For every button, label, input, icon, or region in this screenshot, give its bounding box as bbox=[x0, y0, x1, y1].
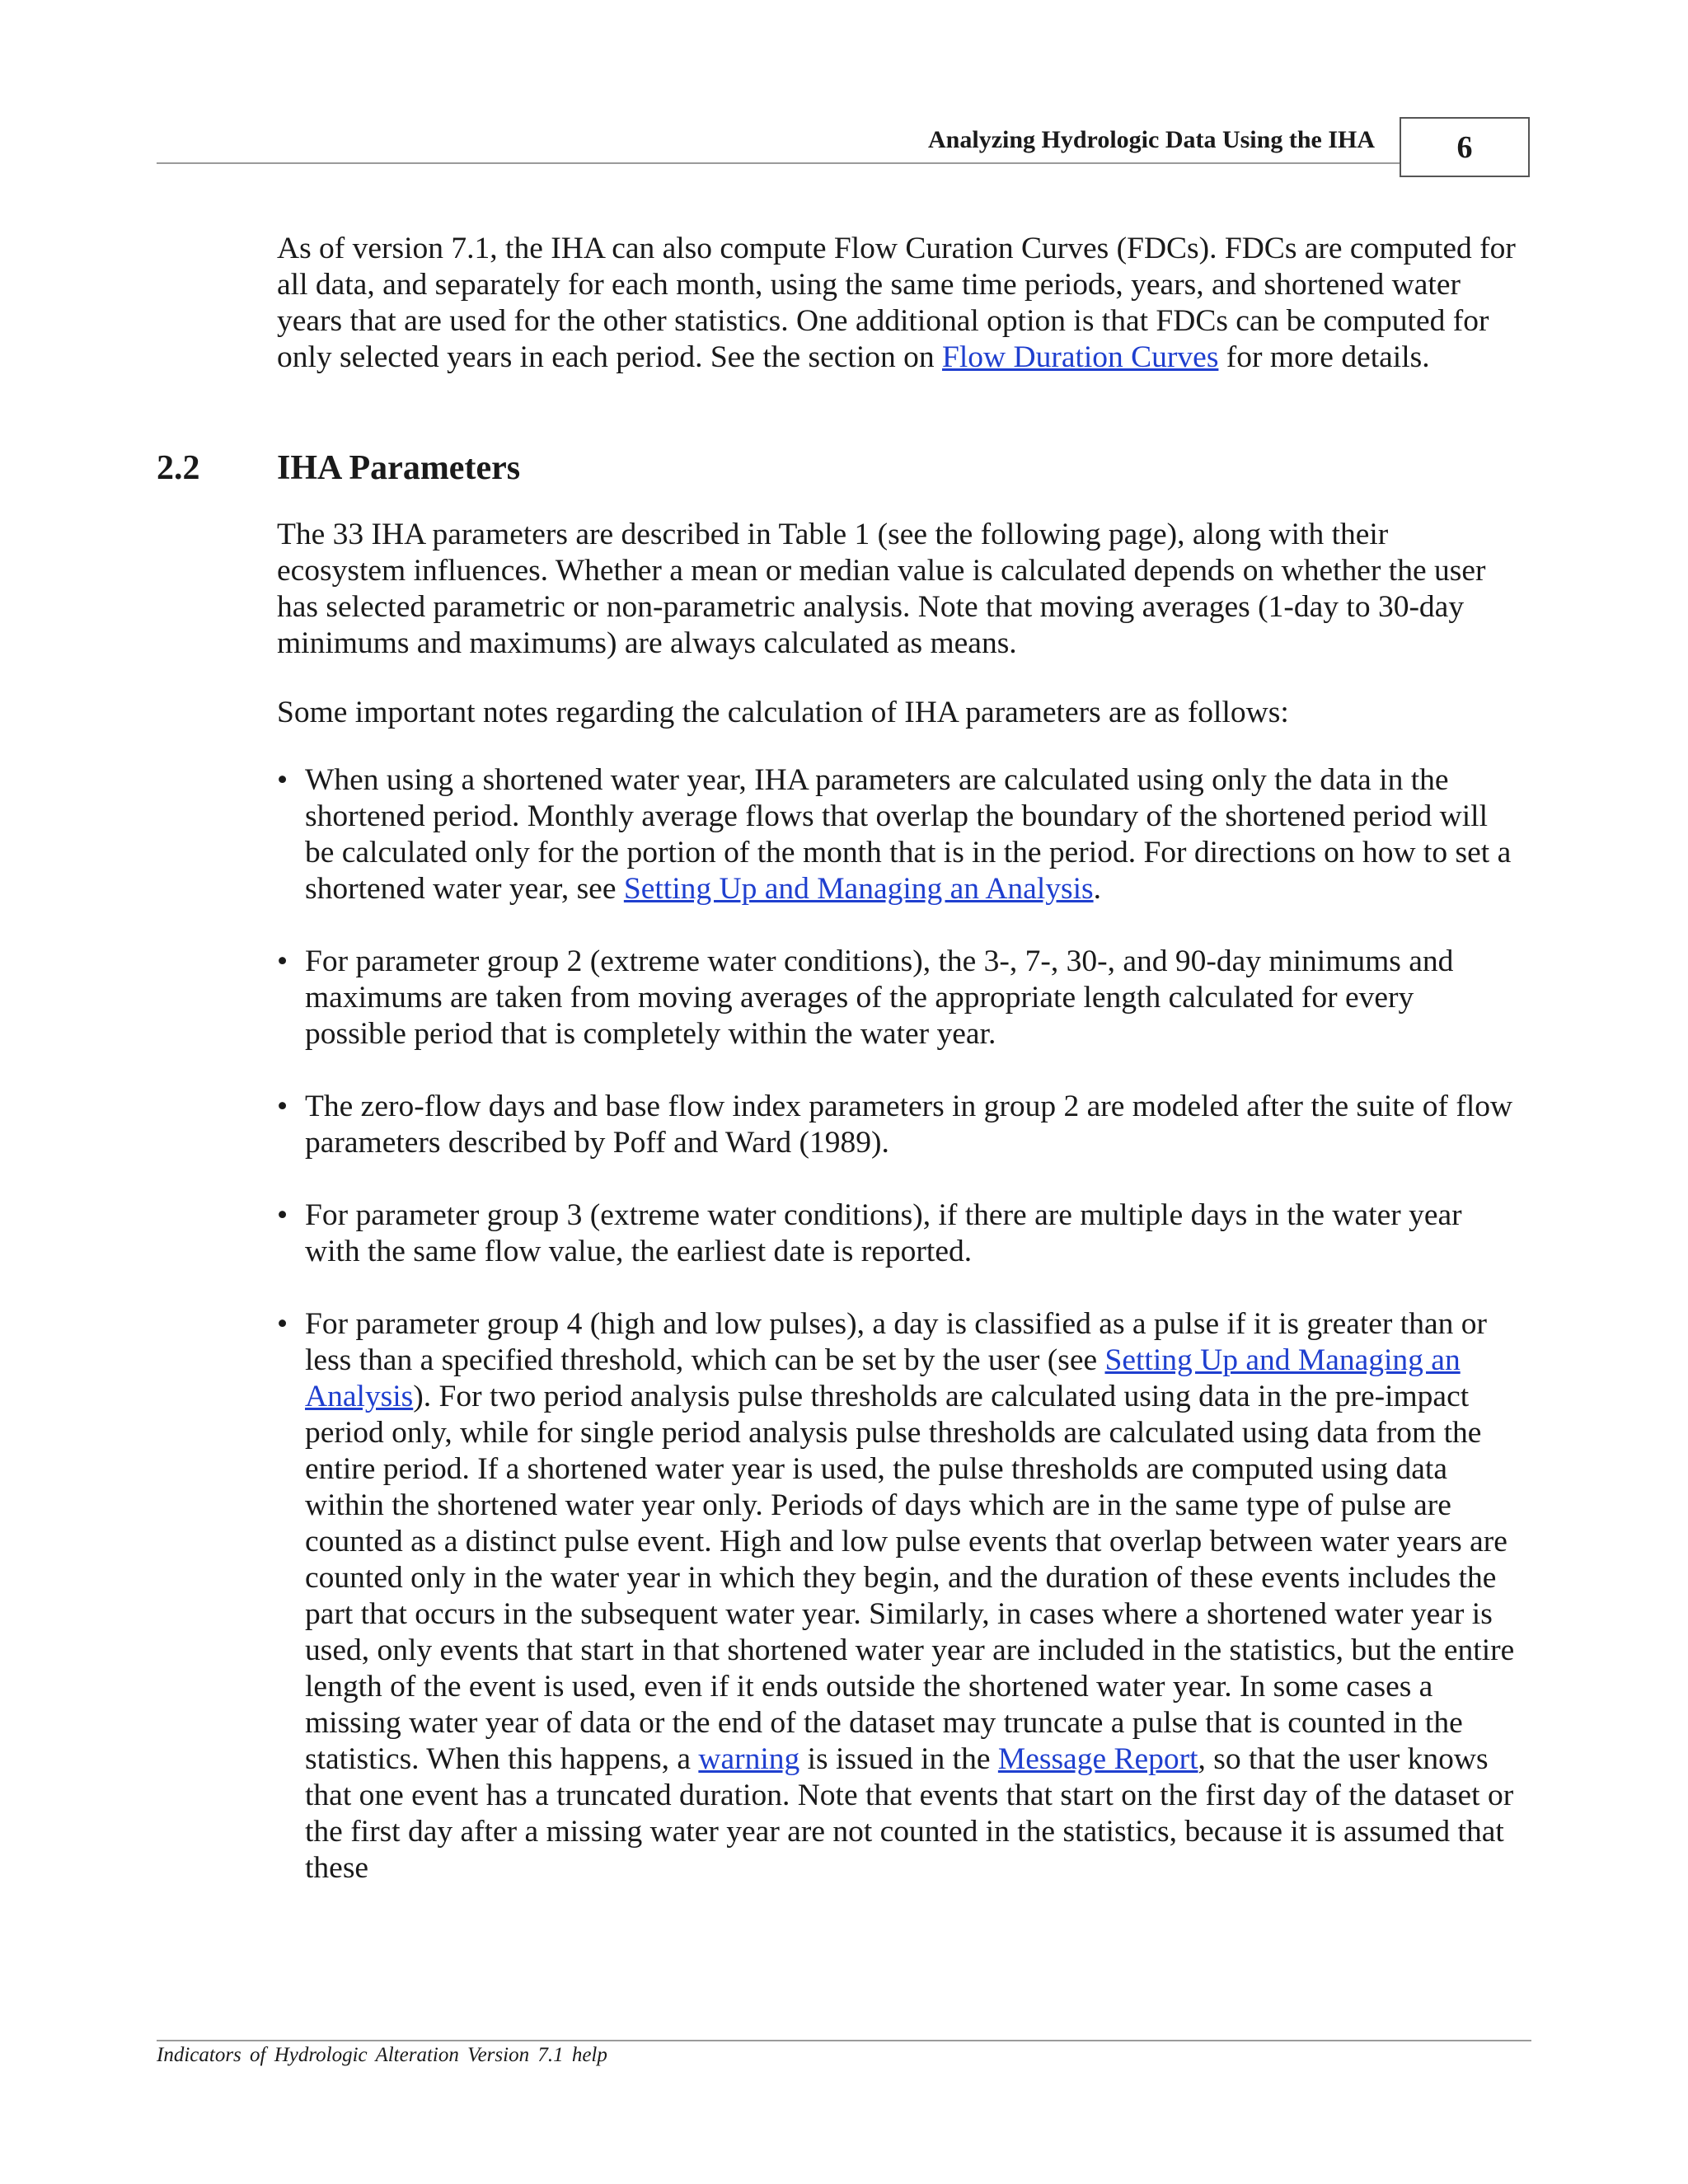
warning-link[interactable]: warning bbox=[698, 1742, 800, 1776]
pulse-note-part1: For parameter group 4 (high and low pulses), a day is classified as a pulse if it is greater than or less than a specified threshold, which can be set by the user (see bbox=[305, 1307, 1487, 1377]
group2-minmax-note: For parameter group 2 (extreme water conditions), the 3-, 7-, 30-, and 90-day minimums and maximums are taken from moving averages of the appropriate length calculated for every possible period that is completely within the water year. bbox=[305, 944, 1454, 1051]
list-item bbox=[277, 1089, 1522, 1161]
group3-note: For parameter group 3 (extreme water conditions), if there are multiple days in the water year with the same flow value, the earliest date is reported. bbox=[305, 1198, 1462, 1268]
list-item bbox=[277, 944, 1522, 1052]
shortened-year-note-tail: . bbox=[1093, 872, 1101, 906]
intro-paragraph bbox=[277, 231, 1522, 376]
parameters-description-paragraph: The 33 IHA parameters are described in Table 1 (see the following page), along with their ecosystem influences. Whether a mean or median value is calculated depends on whether the user has selected parametric or non-parametric analysis. Note that moving averages (1-day to 30-day minimums and maximums) are always calculated as means. bbox=[277, 518, 1486, 660]
setting-up-analysis-link[interactable]: Setting Up and Managing an Analysis bbox=[305, 1343, 1461, 1413]
section-title: IHA Parameters bbox=[277, 449, 521, 487]
page-number: 6 bbox=[1400, 117, 1530, 177]
header-rule bbox=[157, 162, 1400, 164]
notes-list bbox=[277, 762, 1522, 1886]
intro-text: As of version 7.1, the IHA can also compute Flow Curation Curves (FDCs). FDCs are computed for all data, and separately for each month, using the same time periods, years, and shortened water years that are used for the other statistics. One additional option is that FDCs can be computed for only selected years in each period. See the section on bbox=[277, 232, 1516, 374]
pulse-note-part2: ). For two period analysis pulse thresholds are calculated using data in the pre-impact period only, while for single period analysis pulse thresholds are calculated using data from the entire period. If a shortened water year is used, the pulse thresholds are computed using data within the shortened water year only. Periods of days which are in the same type of pulse are counted as a distinct pulse event. High and low pulse events that overlap between water years are counted only in the water year in which they begin, and the duration of these events includes the part that occurs in the subsequent water year. Similarly, in cases where a shortened water year is used, only events that start in that shortened water year are included in the statistics, but the entire length of the event is used, even if it ends outside the shortened water year. In some cases a missing water year of data or the end of the dataset may truncate a pulse that is counted in the statistics. When this happens, a bbox=[305, 1380, 1515, 1776]
running-header: Analyzing Hydrologic Data Using the IHA bbox=[928, 126, 1375, 153]
list-item bbox=[277, 1197, 1522, 1270]
setting-up-analysis-link[interactable]: Setting Up and Managing an Analysis bbox=[623, 872, 1094, 906]
running-footer: Indicators of Hydrologic Alteration Version 7.1 help bbox=[157, 2044, 607, 2066]
message-report-link[interactable]: Message Report bbox=[997, 1742, 1198, 1776]
section-number: 2.2 bbox=[157, 449, 200, 487]
notes-intro-paragraph: Some important notes regarding the calculation of IHA parameters are as follows: bbox=[277, 696, 1289, 729]
zero-flow-note: The zero-flow days and base flow index parameters in group 2 are modeled after the suite of flow parameters described by Poff and Ward (1989). bbox=[305, 1090, 1513, 1160]
flow-duration-curves-link[interactable]: Flow Duration Curves bbox=[942, 340, 1219, 374]
list-item bbox=[277, 1306, 1522, 1886]
pulse-note-part4: , so that the user knows that one event has a truncated duration. Note that events that start on the first day of the dataset or the first day after a missing water year are not counted in the statistics, because it is assumed that these bbox=[305, 1742, 1514, 1885]
page-content bbox=[157, 231, 1522, 1923]
section-heading bbox=[157, 446, 1522, 490]
intro-tail: for more details. bbox=[1218, 340, 1430, 374]
list-item bbox=[277, 762, 1522, 907]
footer-rule bbox=[157, 2040, 1531, 2041]
shortened-year-note: When using a shortened water year, IHA parameters are calculated using only the data in the shortened period. Monthly average flows that overlap the boundary of the shortened period will be calculated only for the portion of the month that is in the period. For directions on how to set a shortened water year, see bbox=[305, 763, 1512, 906]
pulse-note-part3: is issued in the bbox=[799, 1742, 998, 1776]
